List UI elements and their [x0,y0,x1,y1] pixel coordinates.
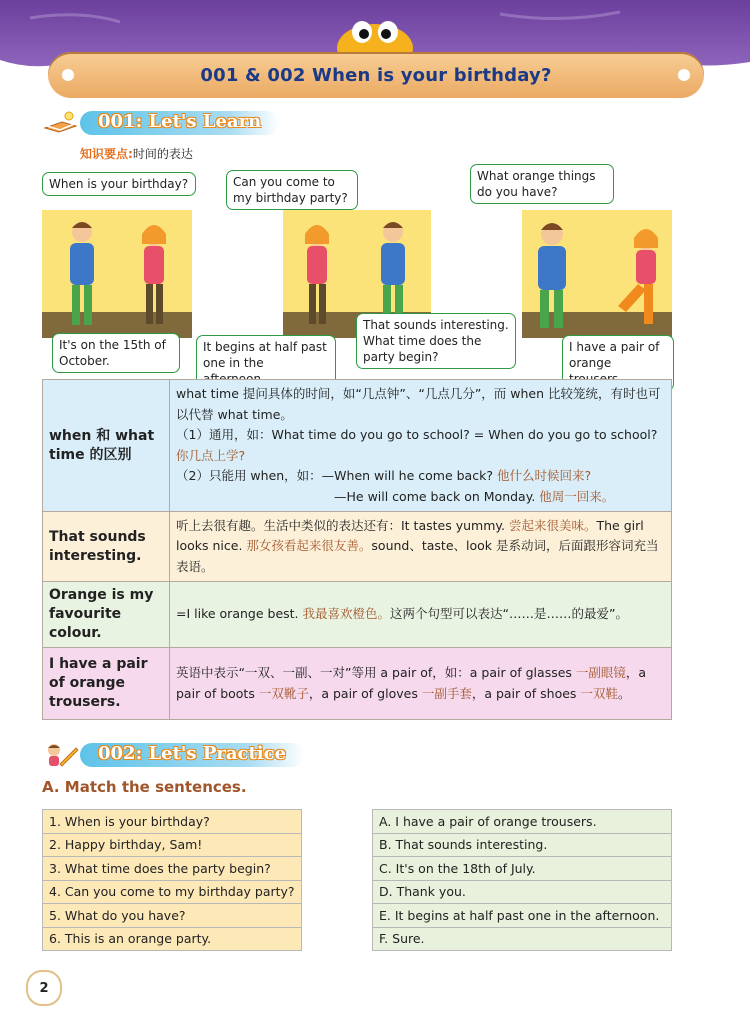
content-line: （2）只能用 when，如：—When will he come back? 他什么时候回来? [176,468,592,483]
table-row [43,512,672,582]
content-line: （1）通用，如：What time do you go to school? = When do you go to school? 你几点上学? [176,427,658,463]
match-item[interactable]: 1. When is your birthday? [43,810,302,834]
row-content: 听上去很有趣。生活中类似的表达还有：It tastes yummy. 尝起来很美味。The girl looks nice. 那女孩看起来很友善。sound、taste、look 是系动词，后面跟形容词充当表语。 [170,512,672,582]
content-line: what time 提问具体的时间，如“几点钟”、“几点几分”，而 when 比较笼统，有时也可以代替 what time。 [176,386,661,422]
speech-bubble: It begins at half past one in the afternoon. [196,335,336,391]
row-heading: Orange is my favourite colour. [43,582,170,648]
title-banner [48,52,704,98]
comic-panel-1 [42,210,192,338]
table-row [43,582,672,648]
boy-and-girl-illustration [42,210,192,338]
match-option[interactable]: F. Sure. [373,927,672,951]
speech-bubble: What orange things do you have? [470,164,614,204]
learn-section-heading [42,110,279,136]
page-number: 2 [26,970,62,1006]
match-item[interactable]: 3. What time does the party begin? [43,857,302,881]
match-item[interactable]: 2. Happy birthday, Sam! [43,833,302,857]
row-content: =I like orange best. 我最喜欢橙色。这两个句型可以表达“……是……的最爱”。 [170,582,672,648]
speech-bubble: When is your birthday? [42,172,196,196]
table-row [43,648,672,720]
speech-bubble: Can you come to my birthday party? [226,170,358,210]
row-content [170,380,672,512]
learn-heading: 001: Let's Learn [80,111,279,135]
match-option[interactable]: C. It's on the 18th of July. [373,857,672,881]
content-line: —He will come back on Monday. 他周一回来。 [334,488,615,504]
row-content: 英语中表示“一双、一副、一对”等用 a pair of，如：a pair of glasses 一副眼镜，a pair of boots 一双靴子，a pair of gloves 一副手套，a pair of shoes 一双鞋。 [170,648,672,720]
row-heading: when 和 what time 的区别 [43,380,170,512]
match-left-column [42,809,302,951]
key-point: 知识要点:时间的表达 [80,147,193,161]
grammar-table [42,379,672,720]
table-row [43,380,672,512]
practice-section-heading [42,742,304,768]
speech-bubble: I have a pair of orange trousers. [562,335,674,391]
match-option[interactable]: A. I have a pair of orange trousers. [373,810,672,834]
speech-bubble: That sounds interesting. What time does the party begin? [356,313,516,369]
match-right-column [372,809,672,951]
match-item[interactable]: 6. This is an orange party. [43,927,302,951]
boy-and-girl-trousers-illustration [522,210,672,338]
match-option[interactable]: E. It begins at half past one in the afternoon. [373,904,672,928]
row-heading: I have a pair of orange trousers. [43,648,170,720]
match-option[interactable]: D. Thank you. [373,880,672,904]
row-heading: That sounds interesting. [43,512,170,582]
match-item[interactable]: 4. Can you come to my birthday party? [43,880,302,904]
page-title: 001 & 002 When is your birthday? [200,64,552,86]
pencil-kid-icon [42,742,80,768]
speech-bubble: It's on the 15th of October. [52,333,180,373]
match-item[interactable]: 5. What do you have? [43,904,302,928]
comic-panel-3 [522,210,672,338]
match-option[interactable]: B. That sounds interesting. [373,833,672,857]
practice-heading: 002: Let's Practice [80,743,304,767]
book-lamp-icon [42,110,80,136]
match-task-title: A. Match the sentences. [42,778,247,796]
